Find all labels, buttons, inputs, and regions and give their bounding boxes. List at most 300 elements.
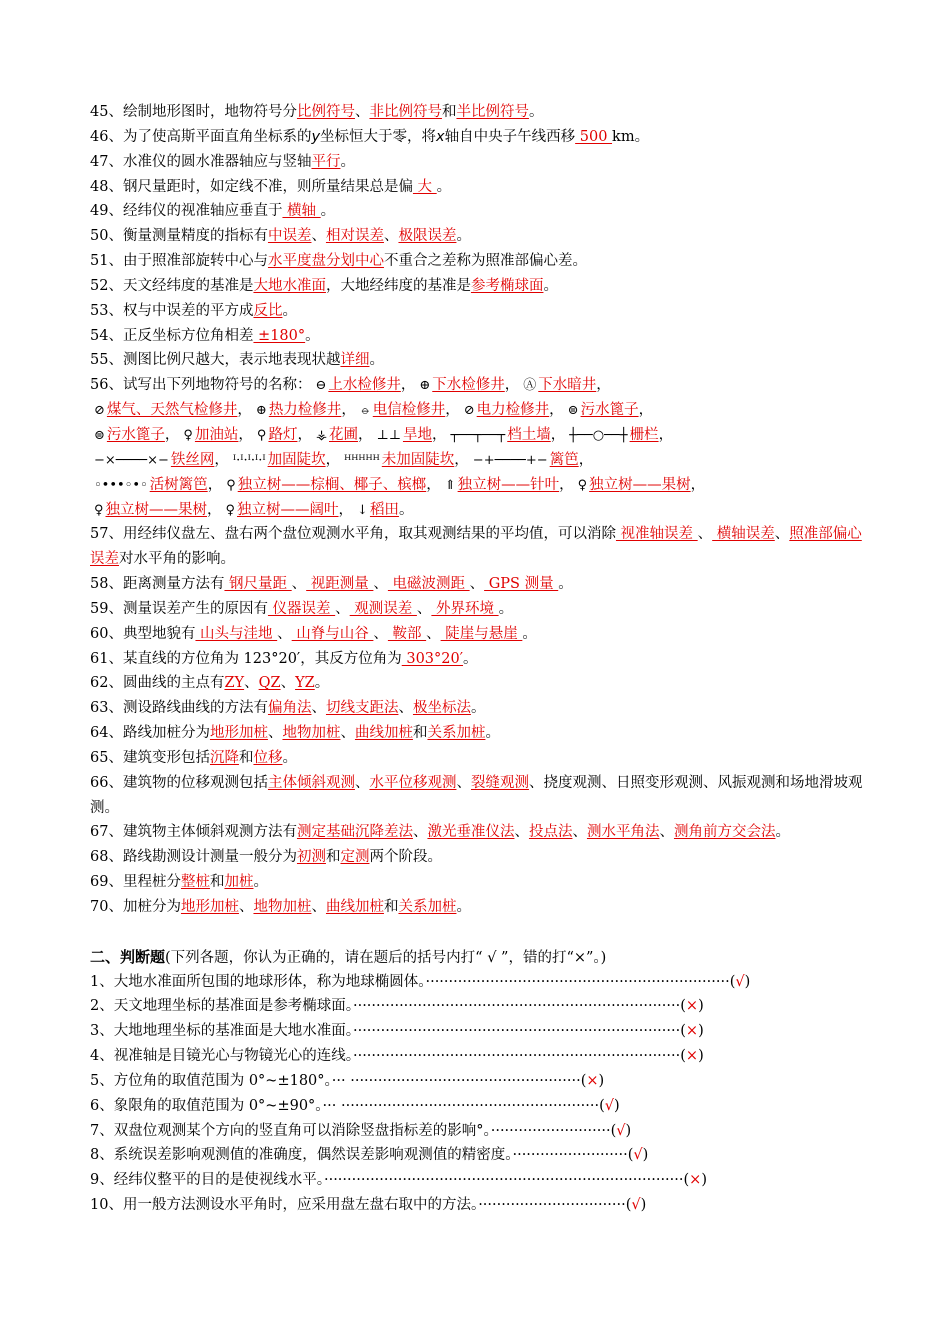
answer-text: 篱笆 xyxy=(549,451,579,468)
judge-mark: √ xyxy=(616,1122,626,1139)
answer-text: 电信检修井 xyxy=(372,402,446,419)
answer-text: 平行 xyxy=(311,153,341,170)
answer-text: 独立树——针叶 xyxy=(457,476,560,493)
answer-text: 照准部偏心误差 xyxy=(90,526,862,568)
question-text: 。 xyxy=(470,700,486,717)
question-text: 坐标恒大于零，将 xyxy=(320,128,437,145)
question-text: 和 xyxy=(209,874,225,891)
answer-text: 关系加桩 xyxy=(398,899,457,915)
question-text: 7、双盘位观测某个方向的竖直角可以消除竖盘指标差的影响°。 xyxy=(90,1122,491,1139)
answer-text: 外界环境 xyxy=(431,600,499,617)
answer-text: 独立树——果树 xyxy=(105,501,208,518)
question-text: 、 xyxy=(280,675,296,692)
question-text: 。 xyxy=(522,625,537,642)
question-text: 、 xyxy=(311,228,326,245)
judge-mark: × xyxy=(685,998,699,1015)
judge-mark: × xyxy=(685,1023,699,1040)
question-text: 50、衡量测量精度的指标有 xyxy=(90,228,268,245)
answer-text: 电力检修井 xyxy=(476,402,550,419)
map-symbol-icon: Ⓐ xyxy=(523,378,537,394)
question-text: ································ xyxy=(478,1197,626,1214)
answer-text: 大地水准面 xyxy=(253,277,326,294)
question-text: 不重合之差称为照准部偏心差。 xyxy=(383,253,587,270)
question-text: 57、用经纬仪盘左、盘右两个盘位观测水平角，取其观测结果的平均值，可以消除 xyxy=(90,526,616,543)
question-text: 和 xyxy=(441,104,457,120)
question-text: 、 xyxy=(373,625,388,642)
question-53 xyxy=(90,299,870,324)
question-text: 、 xyxy=(340,725,355,742)
answer-text: 花圃 xyxy=(329,426,358,443)
judge-mark: √ xyxy=(735,973,745,990)
answer-text: 切线支距法 xyxy=(325,700,399,717)
map-symbol-icon: ᴵ·ᴵ·ᴵ·ᴵ·ᴵ xyxy=(232,452,266,468)
axis-x-symbol: x xyxy=(436,128,445,145)
question-text: ， xyxy=(237,402,252,419)
answer-text: ±180° xyxy=(253,327,306,344)
answer-text: 热力检修井 xyxy=(268,402,342,419)
question-47 xyxy=(90,150,870,175)
question-text: 48、钢尺量距时，如定线不准，则所量结果总是偏 xyxy=(90,178,413,195)
question-text: ·············································································· xyxy=(323,1172,684,1189)
question-text: 、 xyxy=(426,625,441,642)
question-text: ， xyxy=(341,402,356,419)
question-text: ( xyxy=(627,1147,634,1164)
answer-text: ZY xyxy=(224,675,245,692)
question-text: ) xyxy=(698,998,704,1015)
question-text: 10、用一般方法测设水平角时，应采用盘左盘右取中的方法。 xyxy=(90,1197,479,1214)
question-66 xyxy=(90,771,870,821)
question-text: 1、大地水准面所包围的地球形体，称为地球椭圆体。 xyxy=(90,973,426,990)
question-text: ······································································· xyxy=(352,1048,681,1065)
question-text: 4、视准轴是目镜光心与物镜光心的连线。 xyxy=(90,1048,353,1065)
judge-item-5 xyxy=(90,1069,870,1094)
map-symbol-icon: ⊖ xyxy=(315,378,327,394)
answer-text: 半比例符号 xyxy=(456,104,529,120)
question-text: 。 xyxy=(305,327,320,344)
answer-text: 中误差 xyxy=(267,228,312,245)
question-text: 、 xyxy=(354,774,370,791)
question-text: ······································································· xyxy=(352,1023,681,1040)
judge-item-4 xyxy=(90,1044,870,1069)
question-text: 70、加桩分为 xyxy=(90,899,181,915)
map-symbol-icon: ⊘ xyxy=(94,403,105,419)
question-text: ························································ xyxy=(341,1097,600,1114)
answer-text: 档土墙 xyxy=(507,426,551,443)
question-58 xyxy=(90,572,870,597)
question-text: ······································································· xyxy=(352,998,681,1015)
question-57 xyxy=(90,522,870,572)
answer-text: 初测 xyxy=(296,849,326,866)
question-text: 。 xyxy=(498,600,514,617)
answer-text: 水平度盘分划中心 xyxy=(267,253,384,270)
question-text: 45、绘制地形图时，地物符号分 xyxy=(90,104,297,120)
question-45 xyxy=(90,100,870,125)
answer-text: 横轴误差 xyxy=(712,526,775,543)
judge-item-9 xyxy=(90,1168,870,1193)
question-text: ························· xyxy=(512,1147,628,1164)
question-text: ， xyxy=(400,377,416,394)
question-69 xyxy=(90,870,870,895)
question-text: ， xyxy=(238,426,253,443)
question-text: 66、建筑物的位移观测包括 xyxy=(90,774,268,791)
question-text: 。 xyxy=(282,749,297,766)
question-text: ) xyxy=(701,1172,707,1189)
judge-mark: √ xyxy=(604,1097,615,1114)
answer-text: 沉降 xyxy=(209,749,239,766)
answer-text: 下水暗井 xyxy=(538,377,597,394)
answer-text: 整桩 xyxy=(180,874,210,891)
answer-text: 相对误差 xyxy=(325,228,384,245)
question-text: 53、权与中误差的平方成 xyxy=(90,302,254,319)
answer-text: 裂缝观测 xyxy=(470,774,529,791)
answer-text: 活树篱笆 xyxy=(149,476,208,493)
question-text: ) xyxy=(698,1023,704,1040)
answer-text: 极限误差 xyxy=(398,228,457,245)
answer-text: 非比例符号 xyxy=(369,104,442,120)
question-text: 。 xyxy=(436,178,452,195)
question-text: 61、某直线的方位角为 123°20′，其反方位角为 xyxy=(90,650,402,667)
judge-item-2 xyxy=(90,994,870,1019)
answer-text: 地物加桩 xyxy=(282,725,341,742)
question-text: 65、建筑变形包括 xyxy=(90,749,210,766)
question-67 xyxy=(90,820,870,845)
answer-text: 视准轴误差 xyxy=(615,526,698,543)
map-symbol-icon: ⊕ xyxy=(419,378,431,394)
answer-text: 视距测量 xyxy=(306,576,374,593)
question-text: 。 xyxy=(314,675,330,692)
question-text: 、 xyxy=(373,576,388,593)
question-text: ， xyxy=(658,426,674,443)
answer-text: 曲线加桩 xyxy=(354,725,413,742)
judge-item-6 xyxy=(90,1094,870,1119)
answer-text: 煤气、天然气检修井 xyxy=(106,402,238,419)
question-text: 69、里程桩分 xyxy=(90,874,181,891)
question-text: ， xyxy=(596,377,611,394)
question-56-row-4 xyxy=(90,473,870,498)
answer-text: 测角前方交会法 xyxy=(673,824,776,841)
question-text: ·································································· xyxy=(425,973,730,990)
question-61 xyxy=(90,647,870,672)
question-text: ， xyxy=(454,451,469,468)
judge-item-3 xyxy=(90,1019,870,1044)
question-56-row-0 xyxy=(90,373,870,398)
question-text: 、 xyxy=(469,576,485,593)
question-text: 对水平角的影响。 xyxy=(119,551,235,568)
question-text: 、 xyxy=(416,600,432,617)
question-text: 、挠度观测、日照变形观测、风振观测和场地滑坡观测。 xyxy=(90,774,863,816)
question-text: 。 xyxy=(634,128,650,145)
question-text: 、 xyxy=(659,824,674,841)
question-text: 55、测图比例尺越大，表示地表现状越 xyxy=(90,352,341,369)
answer-text: 山头与洼地 xyxy=(195,625,278,642)
question-text: 。 xyxy=(463,650,478,667)
answer-text: 独立树——果树 xyxy=(589,476,691,493)
question-text: 、 xyxy=(412,824,428,841)
judge-item-1 xyxy=(90,970,870,995)
question-text: 。 xyxy=(456,228,471,245)
question-text: ) xyxy=(642,1147,649,1164)
map-symbol-icon: ⊘ xyxy=(463,403,475,419)
map-symbol-icon: ⚲ xyxy=(226,477,236,493)
axis-y-symbol: y xyxy=(311,128,321,145)
question-text: 和 xyxy=(325,849,341,866)
question-text: 56、试写出下列地物符号的名称： xyxy=(90,377,312,394)
map-symbol-icon: ↓ xyxy=(357,502,368,518)
answer-text: 地物加桩 xyxy=(253,899,312,915)
answer-text: 独立树——阔叶 xyxy=(237,501,339,518)
question-text: ) xyxy=(598,1072,605,1089)
question-text: ·················································· xyxy=(350,1072,581,1089)
question-text: 。 xyxy=(528,104,544,120)
answer-text: 曲线加桩 xyxy=(325,899,384,915)
answer-text: 参考椭球面 xyxy=(470,277,544,294)
question-text: 和 xyxy=(383,899,399,915)
answer-text: 上水检修井 xyxy=(328,377,401,394)
section-2-heading xyxy=(90,945,870,970)
map-symbol-icon: ⊜ xyxy=(94,427,105,443)
question-60 xyxy=(90,622,870,647)
question-text: 2、天文地理坐标的基准面是参考椭球面。 xyxy=(90,998,353,1015)
map-symbol-icon: ⦵ xyxy=(359,403,371,419)
map-symbol-icon: ♀ xyxy=(225,502,236,518)
question-56-row-2 xyxy=(90,423,870,448)
answer-text: 横轴 xyxy=(282,203,321,220)
question-text: ， xyxy=(207,501,222,518)
map-symbol-icon: ⚶ xyxy=(315,427,327,443)
question-text: ) xyxy=(625,1122,632,1139)
question-65 xyxy=(90,746,870,771)
question-text: 52、天文经纬度的基准是 xyxy=(90,277,254,294)
question-text: ， xyxy=(214,451,229,468)
question-text: 。 xyxy=(485,725,500,742)
question-text: ( xyxy=(599,1097,605,1114)
answer-text: 钢尺量距 xyxy=(224,576,292,593)
question-text: ， xyxy=(431,426,447,443)
question-56-row-3 xyxy=(90,448,870,473)
map-symbol-icon: ┼──○──┼ xyxy=(569,427,628,443)
question-64 xyxy=(90,721,870,746)
question-text: 58、距离测量方法有 xyxy=(90,576,225,593)
question-text: ， xyxy=(358,426,373,443)
answer-text: 路灯 xyxy=(268,426,298,443)
question-text: 、 xyxy=(774,526,790,543)
question-text: 和 xyxy=(412,725,428,742)
question-59 xyxy=(90,597,870,622)
question-text: ·························· xyxy=(490,1122,611,1139)
question-text: ( xyxy=(610,1122,617,1139)
question-text: 9、经纬仪整平的目的是使视线水平。 xyxy=(90,1172,324,1189)
question-54 xyxy=(90,324,870,349)
judge-item-7 xyxy=(90,1119,870,1144)
question-text: ， xyxy=(578,451,594,468)
question-text: 、 xyxy=(456,774,471,791)
answer-text: 极坐标法 xyxy=(412,700,471,717)
answer-text: 观测误差 xyxy=(349,600,417,617)
answer-text: 大 xyxy=(412,178,437,195)
answer-text: 栅栏 xyxy=(629,426,659,443)
answer-text: 303°20′ xyxy=(401,650,464,667)
question-46 xyxy=(90,125,870,150)
question-text: 、 xyxy=(238,899,254,915)
question-text: 、 xyxy=(311,700,326,717)
question-text: 、 xyxy=(267,725,283,742)
question-56-row-1 xyxy=(90,398,870,423)
question-text: 和 xyxy=(238,749,254,766)
question-text: 49、经纬仪的视准轴应垂直于 xyxy=(90,203,283,220)
question-text: 。 xyxy=(282,302,297,319)
question-56-row-5 xyxy=(90,498,870,523)
question-text: 、 xyxy=(514,824,529,841)
map-symbol-icon: ⇑ xyxy=(444,477,456,493)
judge-item-10 xyxy=(90,1193,870,1218)
judge-mark: × xyxy=(586,1072,599,1089)
question-text: 、 xyxy=(572,824,587,841)
question-text: ，大地经纬度的基准是 xyxy=(325,277,471,294)
map-symbol-icon: ⚲ xyxy=(256,427,267,443)
answer-text: 详细 xyxy=(340,352,370,369)
document-page xyxy=(90,100,870,1218)
question-68 xyxy=(90,845,870,870)
question-text: ， xyxy=(504,377,520,394)
answer-text: 位移 xyxy=(253,749,283,766)
answer-text: 关系加桩 xyxy=(427,725,486,742)
question-text: ， xyxy=(426,476,441,493)
question-text: 两个阶段。 xyxy=(369,849,442,866)
question-text: 。 xyxy=(253,874,268,891)
judge-item-8 xyxy=(90,1143,870,1168)
question-text: ( xyxy=(729,973,736,990)
question-70 xyxy=(90,895,870,920)
question-text: 。 xyxy=(456,899,471,915)
question-text: ) xyxy=(614,1097,620,1114)
answer-text: 稻田 xyxy=(369,501,399,518)
answer-text: 鞍部 xyxy=(387,625,427,642)
answer-text: 激光垂准仪法 xyxy=(427,824,515,841)
question-text: 67、建筑物主体倾斜观测方法有 xyxy=(90,824,297,841)
map-symbol-icon: ᴴᴴᴴᴴᴴ xyxy=(344,452,380,468)
question-50 xyxy=(90,224,870,249)
answer-text: 下水检修井 xyxy=(432,377,505,394)
answer-text: GPS 测量 xyxy=(484,576,559,593)
map-symbol-icon: ♀ xyxy=(577,477,588,493)
question-text: ( xyxy=(580,1072,587,1089)
map-symbol-icon: −+────+− xyxy=(472,452,548,468)
question-text: 、 xyxy=(398,700,413,717)
question-text: ， xyxy=(549,402,564,419)
answer-text: 加桩 xyxy=(224,874,254,891)
question-text: km xyxy=(612,128,635,145)
answer-text: 铁丝网 xyxy=(170,451,215,468)
question-text: 。 xyxy=(543,277,558,294)
question-text: 、 xyxy=(291,576,307,593)
map-symbol-icon: ┬──┬──┬ xyxy=(450,427,506,443)
map-symbol-icon: ♀ xyxy=(183,427,193,443)
question-text: 46、为了使高斯平面直角坐标系的 xyxy=(90,128,312,145)
question-48 xyxy=(90,175,870,200)
question-text: ， xyxy=(638,402,654,419)
question-text: 5、方位角的取值范围为 0°~±180°。··· xyxy=(90,1072,351,1089)
answer-text: 主体倾斜观测 xyxy=(267,774,355,791)
answer-text: 旱地 xyxy=(402,426,432,443)
question-text: 。 xyxy=(320,203,336,220)
answer-text: 定测 xyxy=(340,849,370,866)
question-text: 8、系统误差影响观测值的准确度，偶然误差影响观测值的精密度。 xyxy=(90,1147,513,1164)
answer-text: YZ xyxy=(295,675,315,692)
answer-text: 地形加桩 xyxy=(209,725,268,742)
answer-text: 污水篦子 xyxy=(106,426,165,443)
answer-text: 陡崖与悬崖 xyxy=(440,625,523,642)
judge-mark: √ xyxy=(633,1147,643,1164)
answer-text: 水平位移观测 xyxy=(369,774,457,791)
question-49 xyxy=(90,199,870,224)
question-text: ， xyxy=(164,426,180,443)
question-text: ， xyxy=(207,476,223,493)
question-text: 3、大地地理坐标的基准面是大地水准面。 xyxy=(90,1023,353,1040)
question-52 xyxy=(90,274,870,299)
question-55 xyxy=(90,348,870,373)
judge-mark: × xyxy=(685,1048,699,1065)
judge-mark: √ xyxy=(631,1197,641,1214)
question-text: 、 xyxy=(335,600,350,617)
question-text: ， xyxy=(445,402,460,419)
question-text: 、 xyxy=(354,104,370,120)
question-text: ， xyxy=(325,451,341,468)
question-text: ) xyxy=(698,1048,704,1065)
question-text: 60、典型地貌有 xyxy=(90,625,196,642)
question-text: 68、路线勘测设计测量一般分为 xyxy=(90,849,297,866)
answer-text: 投点法 xyxy=(528,824,573,841)
answer-text: 反比 xyxy=(253,302,283,319)
map-symbol-icon: ⊕ xyxy=(255,403,267,419)
answer-text: 500 xyxy=(575,128,613,145)
answer-text: 地形加桩 xyxy=(180,899,239,915)
question-text: ) xyxy=(640,1197,647,1214)
question-text: (下列各题，你认为正确的，请在题后的括号内打“ √ ”，错的打“×”。) xyxy=(165,949,607,966)
question-text: 。 xyxy=(775,824,790,841)
question-63 xyxy=(90,696,870,721)
answer-text: 加油站 xyxy=(194,426,239,443)
question-text: 。 xyxy=(558,576,573,593)
question-text: 64、路线加桩分为 xyxy=(90,725,210,742)
question-text: 62、圆曲线的主点有 xyxy=(90,675,225,692)
question-text: 47、水准仪的圆水准器轴应与竖轴 xyxy=(90,153,312,170)
question-text: 63、测设路线曲线的方法有 xyxy=(90,700,268,717)
question-text: 59、测量误差产生的原因有 xyxy=(90,600,268,617)
question-text: 、 xyxy=(697,526,713,543)
answer-text: 加固陡坎 xyxy=(267,451,326,468)
map-symbol-icon: −×────×− xyxy=(94,452,169,468)
question-text: 轴自中央子午线西移 xyxy=(444,128,576,145)
question-62 xyxy=(90,671,870,696)
answer-text: 测水平角法 xyxy=(586,824,660,841)
question-text: ( xyxy=(625,1197,632,1214)
question-text: 54、正反坐标方位角相差 xyxy=(90,327,254,344)
answer-text: 偏角法 xyxy=(267,700,312,717)
question-51 xyxy=(90,249,870,274)
question-text: ， xyxy=(297,426,312,443)
question-text: 。 xyxy=(340,153,355,170)
question-text: 、 xyxy=(311,899,326,915)
question-text: 6、象限角的取值范围为 0°~±90°。··· xyxy=(90,1097,341,1114)
question-text: ( xyxy=(680,1023,686,1040)
answer-text: 仪器误差 xyxy=(267,600,336,617)
question-text: 、 xyxy=(244,675,259,692)
answer-text: 测定基础沉降差法 xyxy=(296,824,413,841)
question-text: 、 xyxy=(277,625,292,642)
question-text: ) xyxy=(744,973,751,990)
question-text: ( xyxy=(680,1048,686,1065)
map-symbol-icon: ⊥⊥ xyxy=(376,427,401,443)
